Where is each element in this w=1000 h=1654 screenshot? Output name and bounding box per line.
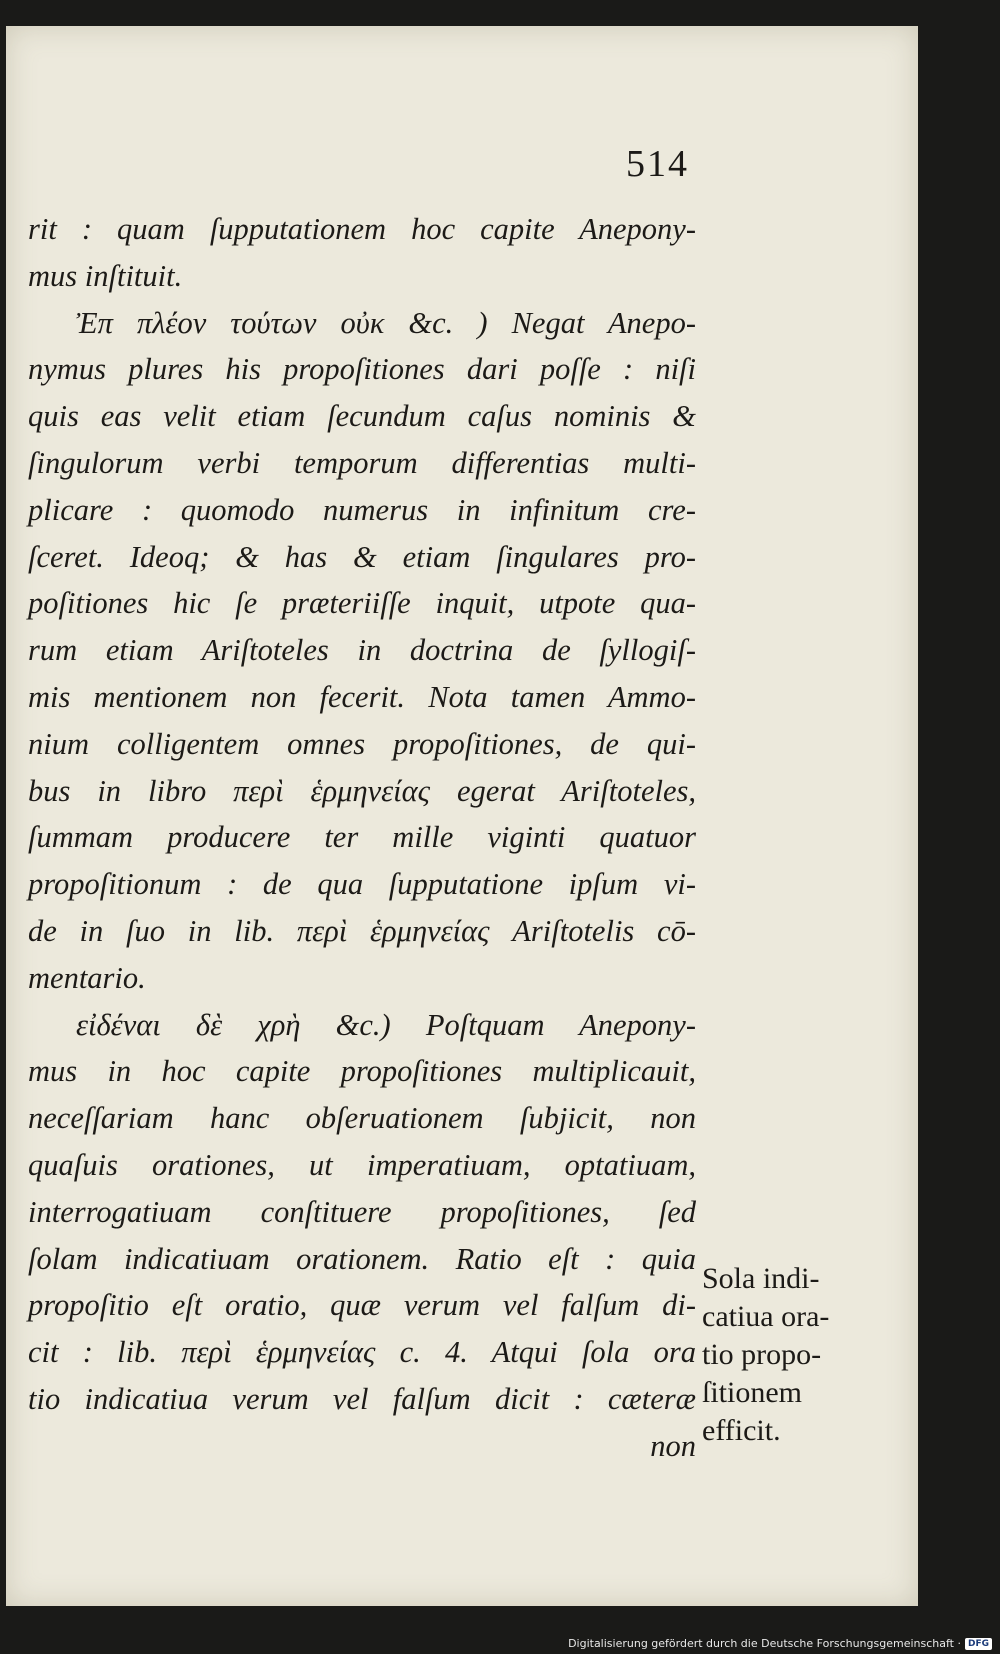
text-line: rit : quam ſupputationem hoc capite Anepony‑ <box>28 212 696 246</box>
text-line: de in ſuo in lib. περὶ ἑρμηνείας Ariſtotelis cō‑ <box>28 913 696 948</box>
text-line: mentario. <box>28 960 146 995</box>
margin-note-line: tio propo‑ <box>702 1338 822 1371</box>
body-text <box>28 206 696 1470</box>
text-line: ſceret. Ideoq; & has & etiam ſingulares pro‑ <box>28 539 696 574</box>
text-line: propoſitionum : de qua ſupputatione ipſum vi‑ <box>28 867 696 902</box>
text-line: Ἐπ πλέον τούτων οὐκ &c. ) Negat Anepo‑ <box>76 305 696 340</box>
text-line: nium colligentem omnes propoſitiones, de qui‑ <box>28 726 696 761</box>
text-line: quis eas velit etiam ſecundum caſus nominis & <box>28 399 696 434</box>
digitization-credit <box>568 1637 992 1650</box>
text-line: bus in libro περὶ ἑρμηνείας egerat Ariſtoteles, <box>28 773 696 808</box>
text-line: poſitiones hic ſe præteriiſſe inquit, utpote qua‑ <box>28 586 696 621</box>
text-line: nymus plures his propoſitiones dari poſſe : niſi <box>28 352 696 387</box>
text-line: neceſſariam hanc obſeruationem ſubjicit, non <box>28 1101 696 1136</box>
text-line: tio indicatiua verum vel falſum dicit : cæteræ <box>28 1381 696 1416</box>
text-line: εἰδέναι δὲ χρὴ &c.) Poſtquam Anepony‑ <box>76 1007 696 1042</box>
credit-text: Digitalisierung gefördert durch die Deutsche Forschungsgemeinschaft · <box>568 1637 961 1650</box>
text-line: plicare : quomodo numerus in infinitum cre‑ <box>28 492 696 527</box>
margin-note-line: ſitionem <box>702 1376 802 1409</box>
text-line: ſolam indicatiuam orationem. Ratio eſt : quia <box>28 1241 696 1276</box>
text-line: propoſitio eſt oratio, quæ verum vel falſum di‑ <box>28 1288 696 1323</box>
text-line: mis mentionem non fecerit. Nota tamen Ammo‑ <box>28 679 696 714</box>
page-number: 514 <box>626 143 689 185</box>
margin-note-line: Sola indi‑ <box>702 1262 820 1295</box>
margin-note-line: efficit. <box>702 1414 781 1447</box>
text-line: ſingulorum verbi temporum differentias multi‑ <box>28 445 696 480</box>
text-line: mus inſtituit. <box>28 258 183 293</box>
text-line: interrogatiuam conſtituere propoſitiones, ſed <box>28 1194 696 1229</box>
dfg-logo: DFG <box>965 1638 992 1650</box>
text-line: ſummam producere ter mille viginti quatuor <box>28 820 696 855</box>
margin-note-line: catiua ora‑ <box>702 1300 830 1333</box>
text-line: rum etiam Ariſtoteles in doctrina de ſyllogiſ‑ <box>28 633 696 668</box>
text-line: cit : lib. περὶ ἑρμηνείας c. 4. Atqui ſola ora <box>28 1335 696 1370</box>
margin-note <box>702 1260 902 1450</box>
text-line: mus in hoc capite propoſitiones multiplicauit, <box>28 1054 696 1089</box>
book-page <box>6 26 918 1606</box>
catchword: non <box>650 1428 696 1463</box>
text-line: quaſuis orationes, ut imperatiuam, optatiuam, <box>28 1147 696 1182</box>
